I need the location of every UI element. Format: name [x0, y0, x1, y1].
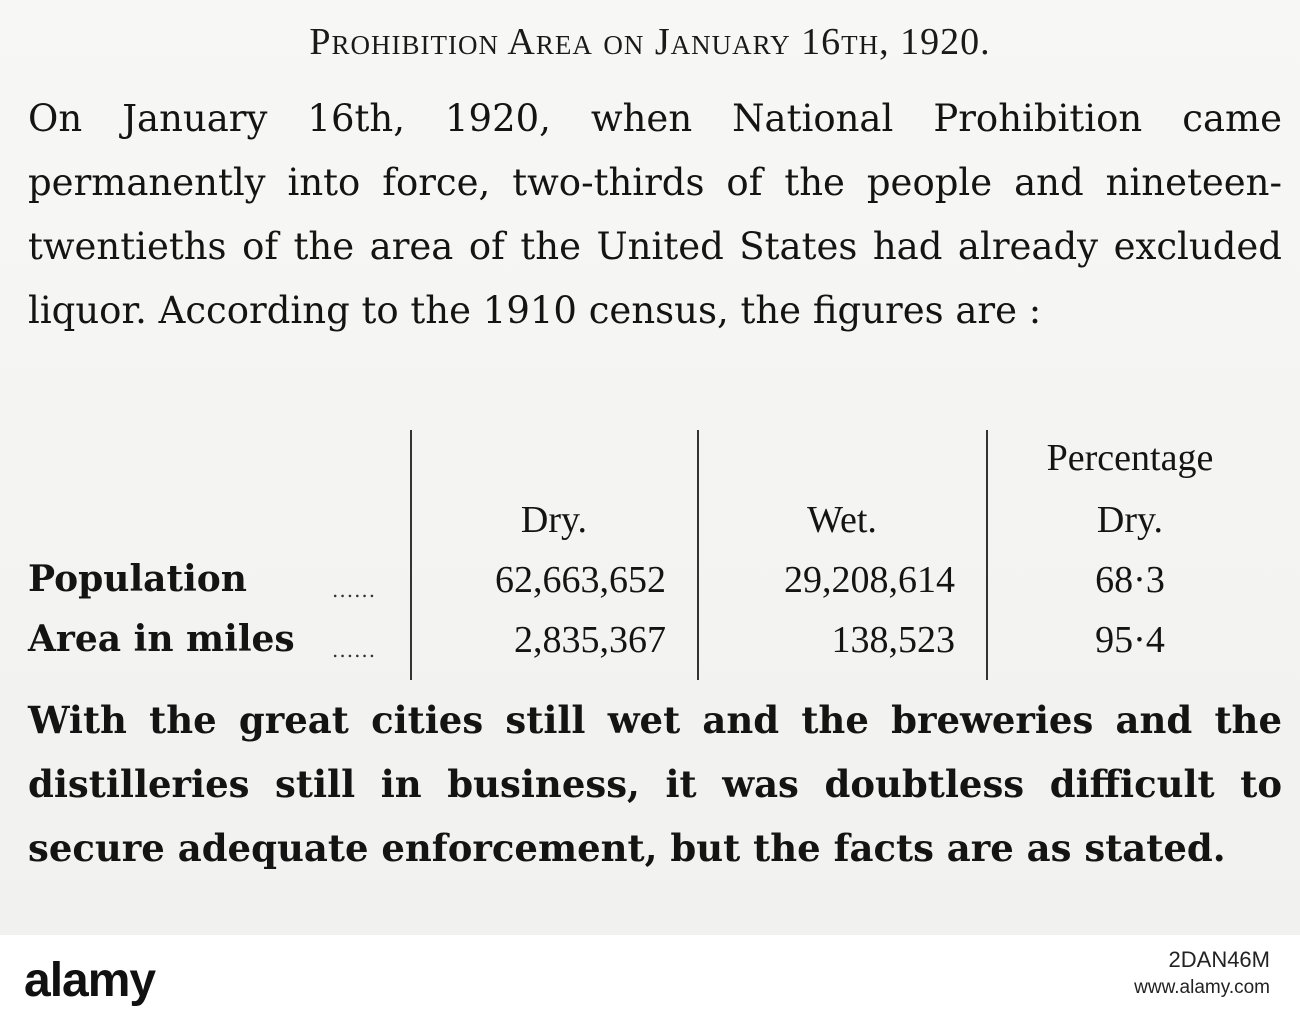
area-wet-value: 138,523: [831, 619, 955, 661]
population-pct-value: 68·3: [1095, 559, 1165, 601]
row-leader-dots: ......: [332, 578, 377, 602]
closing-paragraph: With the great cities still wet and the breweries and the distilleries still in business, it was doubtless difficult to secure adequate enforcement, but the facts are as stated.: [28, 698, 1282, 870]
intro-paragraph: On January 16th, 1920, when National Prohibition came permanently into force, two-thirds of the people and nineteen-twentieths of the area of the United States had already excluded liquor. According to the 1910 census, the figures are :: [28, 97, 1282, 332]
column-divider: [697, 430, 699, 680]
population-dry-value: 62,663,652: [495, 559, 666, 601]
watermark-footer: [0, 935, 1300, 1023]
column-divider: [410, 430, 412, 680]
header-percentage-dry: Dry.: [1096, 499, 1164, 541]
row-leader-dots: ......: [332, 638, 377, 662]
header-wet: Wet.: [807, 499, 877, 541]
column-divider: [986, 430, 988, 680]
row-label-area: Area in miles: [28, 618, 295, 660]
row-label-population: Population: [28, 558, 247, 600]
image-id: 2DAN46M: [1168, 947, 1270, 972]
site-url: www.alamy.com: [1134, 977, 1270, 998]
area-pct-value: 95·4: [1095, 619, 1165, 661]
figures-table: [0, 420, 1300, 680]
alamy-logo: alamy: [24, 954, 156, 1007]
image-id-block: [1134, 947, 1270, 999]
area-dry-value: 2,835,367: [514, 619, 666, 661]
header-dry: Dry.: [520, 499, 588, 541]
header-percentage: Percentage: [1046, 437, 1214, 479]
page-title: Prohibition Area on January 16th, 1920.: [309, 21, 991, 63]
population-wet-value: 29,208,614: [784, 559, 955, 601]
